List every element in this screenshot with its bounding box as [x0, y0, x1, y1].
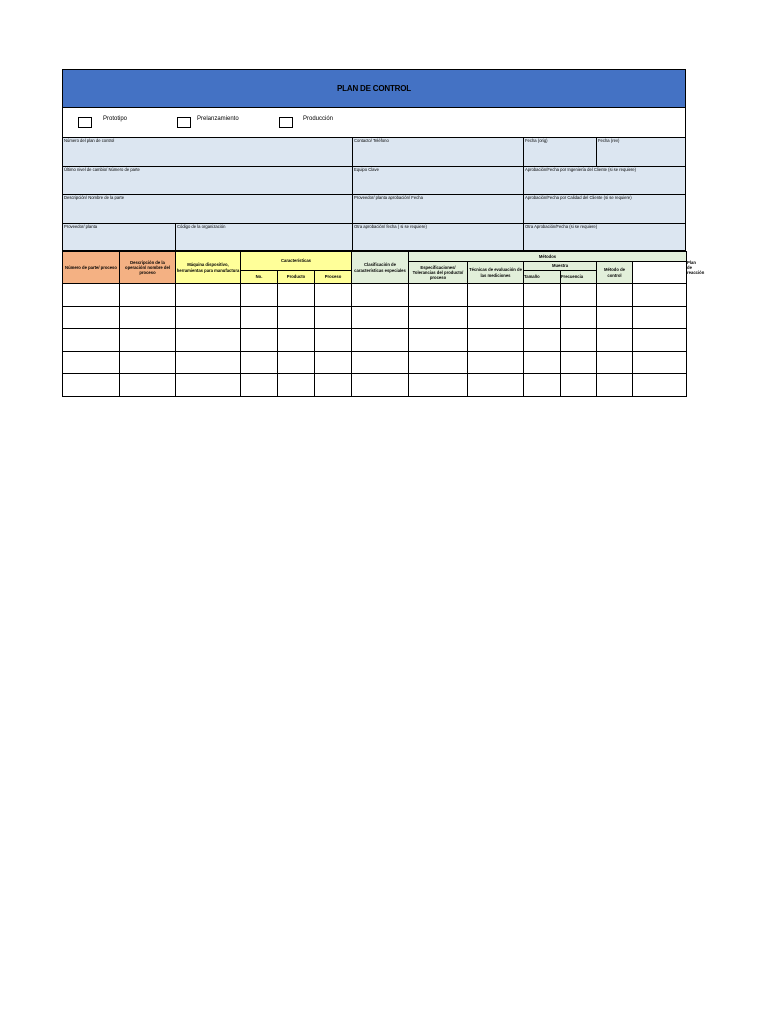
char-process-header: Proceso — [315, 271, 352, 284]
table-cell[interactable] — [352, 284, 409, 307]
table-cell[interactable] — [63, 284, 120, 307]
table-cell[interactable] — [63, 306, 120, 329]
table-cell[interactable] — [597, 329, 633, 352]
field-label: Aprobación/Fecha por Calidad del Cliente (si se requiere) — [525, 195, 632, 200]
special-class-header: Clasificación de características especiales — [352, 252, 409, 284]
table-cell[interactable] — [241, 351, 278, 374]
field-label: Último nivel de cambio/ Número de parte — [64, 166, 140, 172]
control-plan-sheet — [62, 69, 705, 397]
machine-header: Máquina dispositivo, herramientas para manufactura — [176, 252, 241, 284]
page-title: PLAN DE CONTROL — [62, 69, 686, 108]
table-cell[interactable] — [315, 374, 352, 397]
field-label: Proveedor/ planta — [64, 223, 98, 229]
field-label: Equipo Clave — [354, 166, 379, 172]
table-cell[interactable] — [633, 284, 687, 307]
production-checkbox[interactable] — [279, 117, 293, 128]
info-row — [63, 137, 685, 166]
table-cell[interactable] — [561, 284, 597, 307]
table-cell[interactable] — [176, 351, 241, 374]
field-label: Número del plan de control — [64, 138, 115, 143]
table-cell[interactable] — [524, 329, 561, 352]
sample-header: Muestra — [524, 262, 597, 271]
table-cell[interactable] — [597, 351, 633, 374]
table-cell[interactable] — [176, 329, 241, 352]
table-cell[interactable] — [409, 351, 468, 374]
field-label: Fecha (rev) — [598, 138, 620, 143]
table-cell[interactable] — [468, 374, 524, 397]
supplier-plant-field[interactable] — [63, 224, 176, 251]
table-cell[interactable] — [120, 351, 176, 374]
table-cell[interactable] — [524, 374, 561, 397]
table-cell[interactable] — [524, 306, 561, 329]
table-cell[interactable] — [597, 374, 633, 397]
table-cell[interactable] — [278, 351, 315, 374]
table-cell[interactable] — [352, 329, 409, 352]
table-cell[interactable] — [561, 329, 597, 352]
header-info-block — [62, 137, 686, 251]
table-cell[interactable] — [597, 284, 633, 307]
table-row — [63, 284, 687, 307]
field-label: Fecha (orig) — [525, 138, 548, 143]
table-cell[interactable] — [352, 351, 409, 374]
table-cell[interactable] — [120, 306, 176, 329]
table-cell[interactable] — [63, 351, 120, 374]
table-cell[interactable] — [561, 351, 597, 374]
table-cell[interactable] — [633, 329, 687, 352]
table-cell[interactable] — [597, 306, 633, 329]
table-cell[interactable] — [176, 374, 241, 397]
characteristics-header: Características — [241, 252, 352, 271]
change-level-field[interactable] — [63, 167, 353, 195]
table-cell[interactable] — [468, 329, 524, 352]
table-cell[interactable] — [409, 329, 468, 352]
control-method-header: Método de control — [597, 262, 633, 284]
prelaunch-label: Prelanzamiento — [197, 116, 239, 122]
info-row — [63, 223, 685, 252]
field-label: Proveedor/ planta aprobación/ Fecha — [354, 195, 423, 200]
table-cell[interactable] — [278, 374, 315, 397]
part-number-header: Número de parte/ proceso — [63, 252, 120, 284]
table-cell[interactable] — [409, 374, 468, 397]
field-label: Aprobación/Fecha por Ingeniería del Cliente (si se requiere) — [525, 166, 637, 172]
part-description-field[interactable] — [63, 195, 353, 223]
table-cell[interactable] — [120, 284, 176, 307]
phase-selector — [62, 108, 686, 137]
table-cell[interactable] — [241, 374, 278, 397]
specs-header: Especificaciones/ Tolerancias del producto/ proceso — [409, 262, 468, 284]
table-cell[interactable] — [409, 306, 468, 329]
other-approval-field[interactable] — [353, 224, 524, 251]
field-label: Otra Aprobación/Fecha (si se requiere) — [525, 223, 598, 229]
table-cell[interactable] — [561, 306, 597, 329]
table-cell[interactable] — [315, 329, 352, 352]
supplier-approval-field[interactable] — [353, 195, 524, 223]
table-cell[interactable] — [468, 351, 524, 374]
table-cell[interactable] — [468, 284, 524, 307]
table-cell[interactable] — [633, 374, 687, 397]
field-label: Descripción/ Nombre de la parte — [64, 195, 125, 200]
other-approval-customer-field[interactable] — [524, 224, 685, 251]
contact-phone-field[interactable] — [353, 138, 524, 166]
revision-date-field[interactable] — [597, 138, 685, 166]
methods-header: Métodos — [409, 252, 687, 262]
table-cell[interactable] — [63, 329, 120, 352]
table-row — [63, 329, 687, 352]
table-cell[interactable] — [524, 284, 561, 307]
customer-quality-approval-field[interactable] — [524, 195, 685, 223]
char-no-header: No. — [241, 271, 278, 284]
field-label: Código de la organización — [177, 223, 226, 229]
frequency-header: Frecuencia — [561, 271, 597, 284]
table-cell[interactable] — [633, 351, 687, 374]
table-cell[interactable] — [241, 329, 278, 352]
info-row — [63, 194, 685, 223]
table-cell[interactable] — [278, 284, 315, 307]
table-cell[interactable] — [120, 329, 176, 352]
table-cell[interactable] — [315, 306, 352, 329]
table-row — [63, 306, 687, 329]
table-row — [63, 374, 687, 397]
table-cell[interactable] — [176, 306, 241, 329]
table-cell[interactable] — [278, 329, 315, 352]
table-cell[interactable] — [352, 306, 409, 329]
size-header: Tamaño — [524, 271, 561, 284]
organization-code-field[interactable] — [176, 224, 353, 251]
table-cell[interactable] — [352, 374, 409, 397]
table-cell[interactable] — [633, 306, 687, 329]
control-plan-number-field[interactable] — [63, 138, 353, 166]
prototype-checkbox[interactable] — [78, 117, 92, 128]
field-label: Otra aprobación/ fecha ( si se requiere) — [354, 223, 427, 229]
customer-engineering-approval-field[interactable] — [524, 167, 685, 195]
key-team-field[interactable] — [353, 167, 524, 195]
table-cell[interactable] — [278, 306, 315, 329]
table-cell[interactable] — [241, 284, 278, 307]
control-plan-table: Número de parte/ proceso Descripción de la operación/ nombre del proceso Máquina dispositivo, herramientas para manufactura Características Clasificación de características especiales Métodos Plan de reacción Especificaciones/ Tolerancias del producto/ proceso Técnicas de evaluación de las mediciones Muestra Método de control No. Producto Proceso Tamaño Frecuencia — [62, 251, 687, 397]
table-cell[interactable] — [176, 284, 241, 307]
table-cell[interactable] — [315, 284, 352, 307]
table-cell[interactable] — [468, 306, 524, 329]
table-cell[interactable] — [241, 306, 278, 329]
table-cell[interactable] — [315, 351, 352, 374]
production-label: Producción — [303, 116, 334, 122]
table-cell[interactable] — [120, 374, 176, 397]
eval-tech-header: Técnicas de evaluación de las mediciones — [468, 262, 524, 284]
table-cell[interactable] — [409, 284, 468, 307]
original-date-field[interactable] — [524, 138, 597, 166]
table-row — [63, 351, 687, 374]
table-cell[interactable] — [561, 374, 597, 397]
char-product-header: Producto — [278, 271, 315, 284]
field-label: Contacto/ Teléfono — [354, 138, 389, 143]
table-cell[interactable] — [524, 351, 561, 374]
info-row — [63, 166, 685, 195]
table-cell[interactable] — [63, 374, 120, 397]
operation-header: Descripción de la operación/ nombre del proceso — [120, 252, 176, 284]
prototype-label: Prototipo — [103, 116, 128, 122]
prelaunch-checkbox[interactable] — [177, 117, 191, 128]
